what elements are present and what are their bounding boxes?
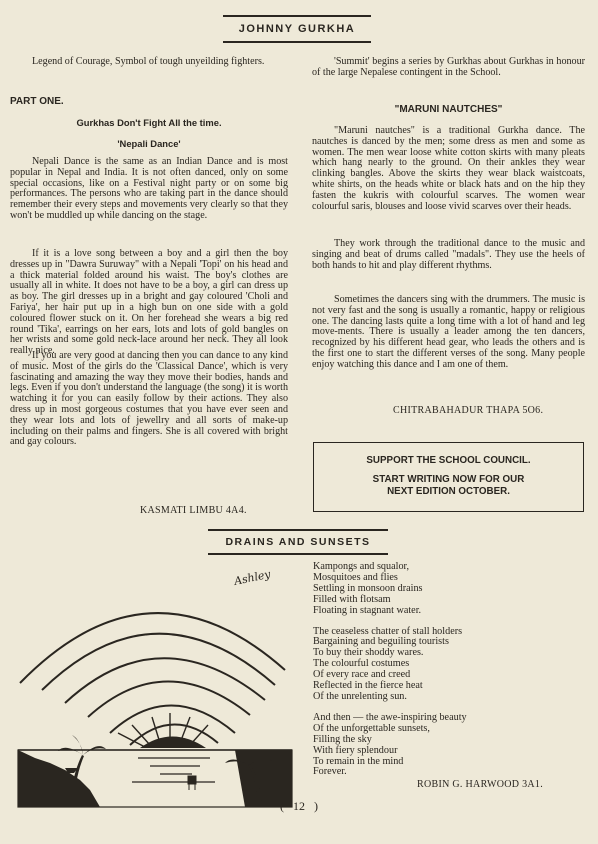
poem-line: With fiery splendour: [313, 744, 398, 756]
paragraph: If you are very good at dancing then you can dance to any kind of music. Most of the girls do the 'Classical Dance', which is very fascinating and amazing the way they move their bodies, hands and legs. Even if you don't understand the language (the song) it is worth watching it for you can easily follow by their actions. They also dress up in most gorgeous costumes that you have ever seen and they wear lots and lots of jewellry and all sorts of make-up including on their palms and fingers. She is all covered with bright and gay colours.: [10, 350, 288, 448]
sky-arc: [20, 613, 285, 683]
poem-title: DRAINS AND SUNSETS: [208, 529, 388, 555]
article-title: JOHNNY GURKHA: [223, 15, 371, 43]
poem-line: Kampongs and squalor,: [313, 561, 410, 572]
poem-stanza: [313, 713, 583, 778]
poem-line: And then — the awe-inspiring beauty: [313, 711, 467, 723]
section-title: 'Nepali Dance': [117, 138, 181, 149]
school-council-notice: [313, 442, 584, 512]
poem-line: To remain in the mind: [313, 755, 404, 767]
article-subtitle: Gurkhas Don't Fight All the time.: [76, 117, 222, 128]
part-heading: PART ONE.: [10, 96, 64, 107]
paragraph: They work through the traditional dance to the music and singing and beat of drums called "madals". They use the heels of both hands to hit and play different rhythms.: [312, 238, 585, 271]
poem-line: Filling the sky: [313, 733, 372, 745]
notice-line: NEXT EDITION OCTOBER.: [387, 486, 510, 497]
stool-icon: [188, 776, 196, 790]
poem-author: ROBIN G. HARWOOD 3A1.: [417, 779, 544, 790]
article-intro: Legend of Courage, Symbol of tough unyeilding fighters.: [32, 56, 265, 67]
poem-line: Of the unrelenting sun.: [313, 690, 407, 702]
poem-line: Of every race and creed: [313, 669, 411, 681]
paragraph: Sometimes the dancers sing with the drummers. The music is not very fast and the song is usually a romantic, happy or religious one. The dancing lasts quite a long time with a lot of hand and leg move-ments. There is usually a leader among the ten dancers, recognized by his different head gear, who leads the others and is the first one to start the different verses of the song. Many people enjoy watching this dance and I am one of them.: [312, 294, 585, 370]
paragraph: "Maruni nautches" is a traditional Gurkha dance. The nautches is danced by the men; some dress as men and some as women. The men wear loose white cotton skirts with many pleats which hang nearly to the ground. On their ankles they wear clinking bangles. Above the skirts they wear black waistcoats, white shirts, on the heads white or black hats and on the hip they fasten the kukris with colourful scarves. The women wear colourful saris, blouses and loose vivid scarves over their heads.: [312, 125, 585, 212]
poem-line: Mosquitoes and flies: [313, 571, 398, 583]
poem-line: Settling in monsoon drains: [313, 582, 423, 594]
poem-line: Bargaining and beguiling tourists: [313, 636, 449, 648]
notice-line: SUPPORT THE SCHOOL COUNCIL.: [366, 455, 531, 466]
sunset-illustration: [10, 565, 300, 810]
poem-body: [313, 562, 583, 788]
poem-line: To buy their shoddy wares.: [313, 647, 424, 659]
paragraph: If it is a love song between a boy and a girl then the boy dresses up in "Dawra Suruway" with a Nepali 'Topi' on his head and a thick material folded around his waist. The boy's clothes are usually all in white. It does not have to be a boy, a girl can dress up as boy. The girl dresses up in a bright and gay coloured 'Choli and Fariya', her hair put up in a high bun on one side with a gold coloured flower stuck on it. On her forehead she wears a big red round 'Tika', earrings on her ears, lots and lots of gold bangles on her wrists and some gold neck-lace around her neck. They all look really nice.: [10, 248, 288, 357]
poem-line: Of the unforgettable sunsets,: [313, 722, 430, 734]
sky-arc: [88, 681, 250, 717]
poem-line: Filled with flotsam: [313, 593, 391, 605]
paragraph: Nepali Dance is the same as an Indian Dance and is most popular in Nepal and India. It is not often danced, only on some special occasions, like on a Festival night party or on some big performances. The persons who are taking part in the dance should remember their every steps and movements very clearly so that they won't be muddled up while dancing on the stage.: [10, 156, 288, 221]
poem-line: The ceaseless chatter of stall holders: [313, 625, 463, 637]
poem-stanza: [313, 562, 583, 617]
artist-signature: Ashley: [232, 567, 272, 588]
page-number: ( 12 ): [280, 799, 318, 813]
poem-line: Forever.: [313, 766, 347, 778]
section-title: "MARUNI NAUTCHES": [394, 104, 503, 115]
author-signature: KASMATI LIMBU 4A4.: [140, 505, 247, 516]
notice-line: START WRITING NOW FOR OUR: [372, 474, 525, 485]
poem-stanza: [313, 627, 583, 703]
poem-line: Floating in stagnant water.: [313, 604, 422, 616]
poem-line: Reflected in the fierce heat: [313, 680, 423, 692]
water-reflection: [132, 758, 215, 782]
poem-line: The colourful costumes: [313, 658, 410, 670]
sky-arc: [110, 706, 235, 734]
author-signature: CHITRABAHADUR THAPA 5O6.: [393, 405, 544, 416]
series-intro: 'Summit' begins a series by Gurkhas about Gurkhas in honour of the large Nepalese contingent in the School.: [312, 56, 585, 78]
